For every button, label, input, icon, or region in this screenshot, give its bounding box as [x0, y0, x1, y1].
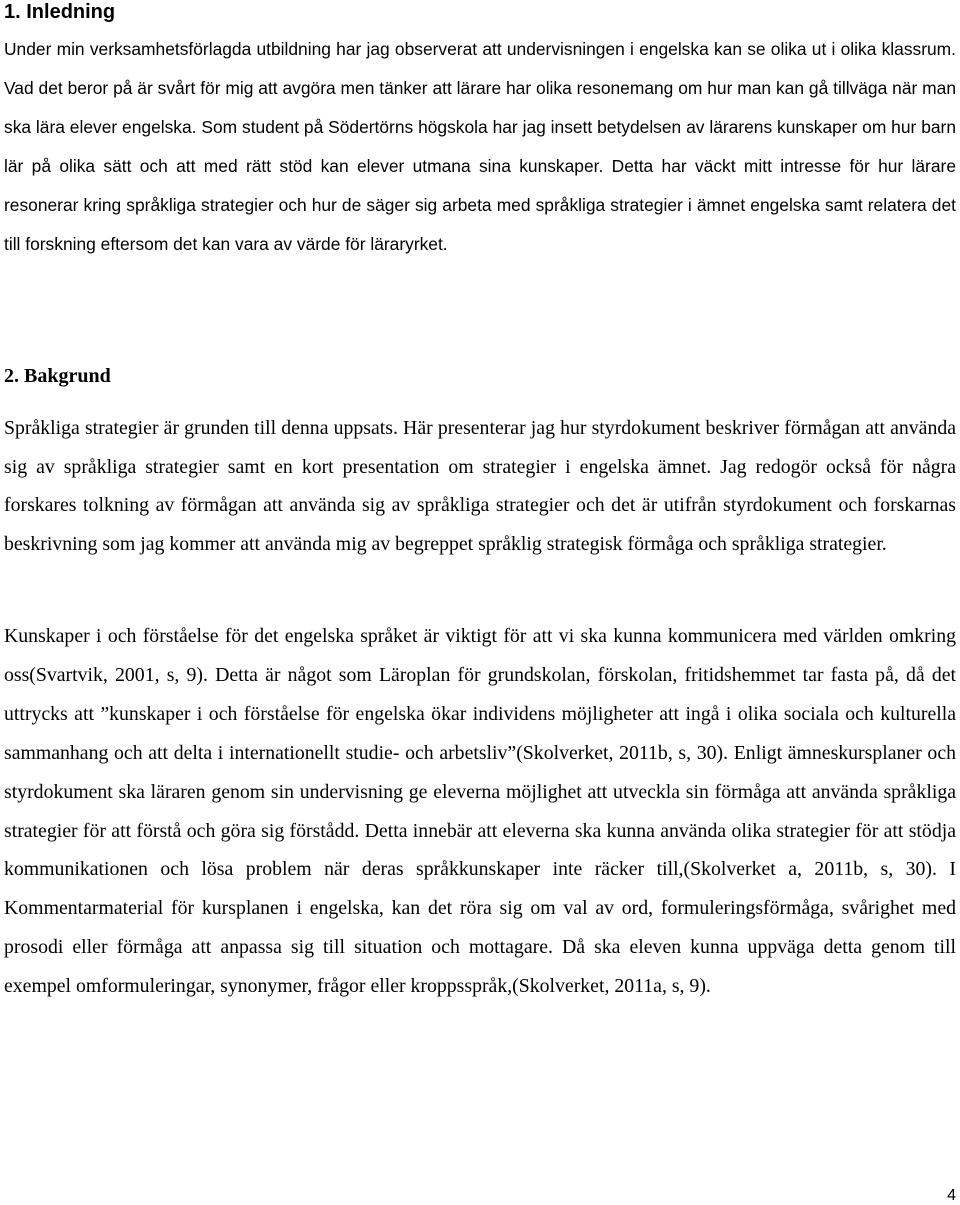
bakgrund-paragraph-1: Språkliga strategier är grunden till denna uppsats. Här presenterar jag hur styrdokument beskriver förmågan att använda sig av språkliga strategier samt en kort presentation om strategier i engelska ämnet. Jag redogör också för några forskares tolkning av förmågan att använda sig av språkliga strategier och det är utifrån styrdokument och forskarnas beskrivning som jag kommer att använda mig av begreppet språklig strategisk förmåga och språkliga strategier.	[4, 417, 956, 555]
bakgrund-paragraph-2: Kunskaper i och förståelse för det engelska språket är viktigt för att vi ska kunna kommunicera med världen omkring oss(Svartvik, 2001, s, 9). Detta är något som Läroplan för grundskolan, förskolan, fritidshemmet tar fasta på, då det uttrycks att ”kunskaper i och förståelse för engelska ökar individens möjligheter att ingå i olika sociala och kulturella sammanhang och att delta i internationellt studie- och arbetsliv”(Skolverket, 2011b, s, 30). Enligt ämneskursplaner och styrdokument ska läraren genom sin undervisning ge eleverna möjlighet att utveckla sin förmåga att använda språkliga strategier för att förstå och göra sig förstådd. Detta innebär att eleverna ska kunna använda olika strategier för att stödja kommunikationen och lösa problem när deras språkkunskaper inte räcker till,(Skolverket a, 2011b, s, 30). I Kommentarmaterial för kursplanen i engelska, kan det röra sig om val av ord, formuleringsförmåga, svårighet med prosodi eller förmåga att anpassa sig till situation och mottagare. Då ska eleven kunna uppväga detta genom till exempel omformuleringar, synonymer, frågor eller kroppsspråk,(Skolverket, 2011a, s, 9).	[4, 625, 956, 998]
inledning-paragraph: Under min verksamhetsförlagda utbildning har jag observerat att undervisningen i engelska kan se olika ut i olika klassrum. Vad det beror på är svårt för mig att avgöra men tänker att lärare har olika resonemang om hur man kan gå tillväga när man ska lära elever engelska. Som student på Södertörns högskola har jag insett betydelsen av lärarens kunskaper om hur barn lär på olika sätt och att med rätt stöd kan elever utmana sina kunskaper. Detta har väckt mitt intresse för hur lärare resonerar kring språkliga strategier och hur de säger sig arbeta med språkliga strategier i ämnet engelska samt relatera det till forskning eftersom det kan vara av värde för läraryrket.	[4, 39, 956, 254]
page-number: 4	[947, 1187, 956, 1204]
section-heading-bakgrund: 2. Bakgrund	[4, 365, 111, 387]
section-heading-inledning: 1. Inledning	[4, 1, 116, 23]
